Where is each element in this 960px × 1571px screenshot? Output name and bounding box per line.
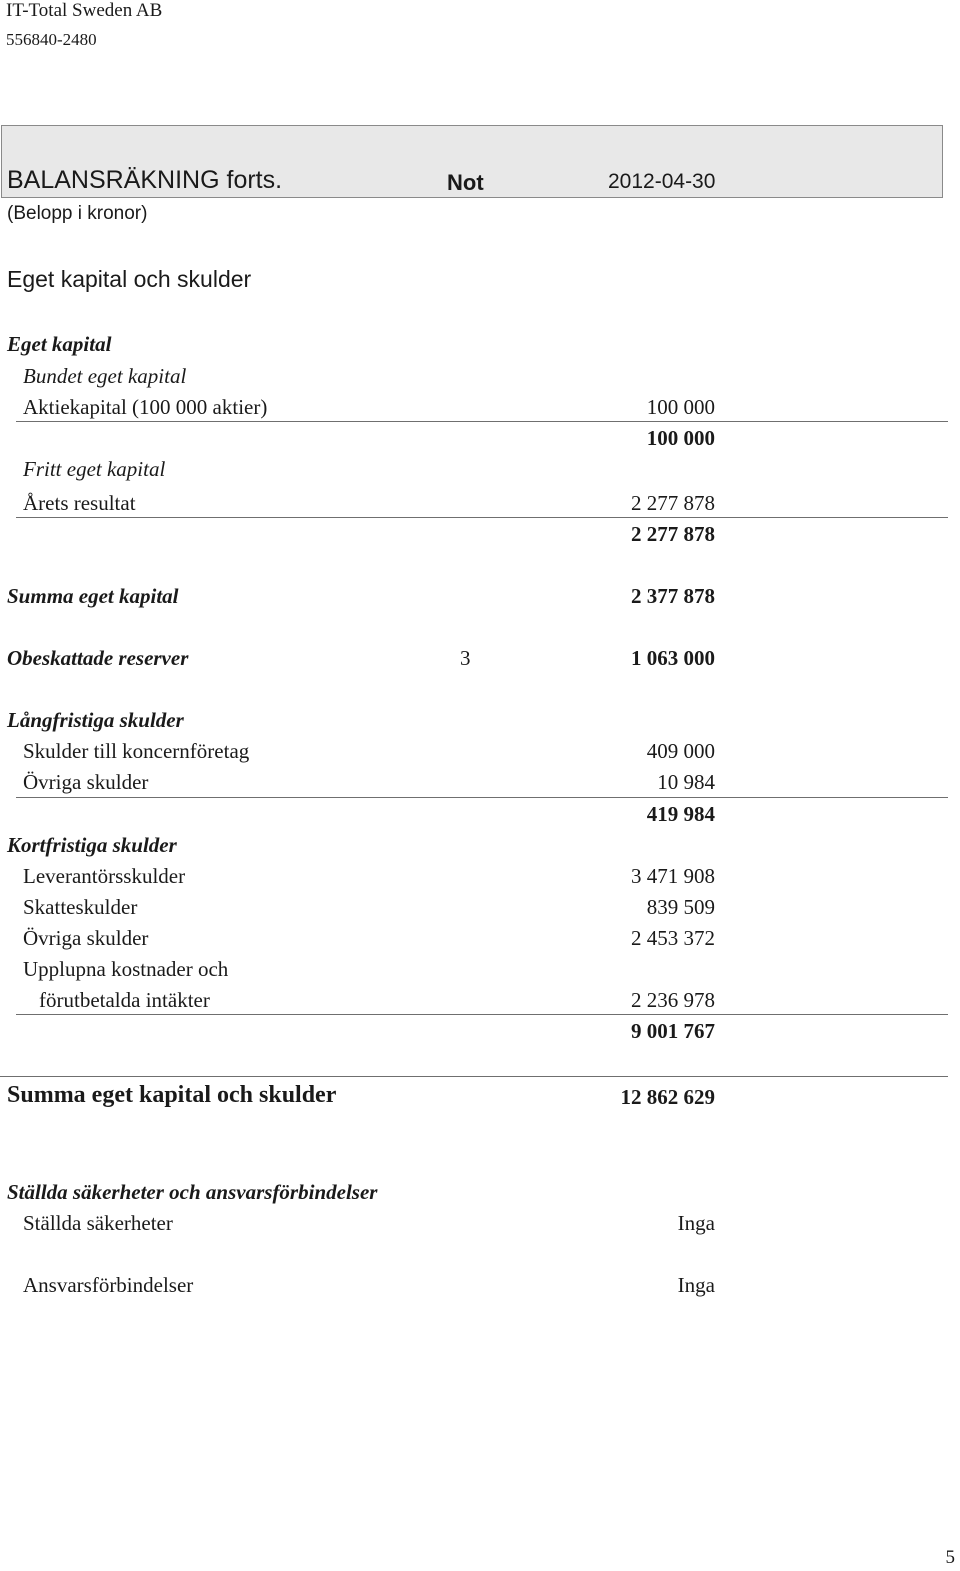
- untaxed-reserves-label: Obeskattade reserver: [7, 646, 189, 670]
- subtotal-rule: [16, 517, 948, 518]
- long-term-total: 419 984: [646, 802, 715, 826]
- untaxed-reserves-note: 3: [460, 646, 471, 670]
- note-column-header: Not: [447, 170, 484, 195]
- grand-total-label: Summa eget kapital och skulder: [7, 1082, 337, 1108]
- date-column-header: 2012-04-30: [608, 170, 716, 193]
- short-term-item-label: Övriga skulder: [23, 926, 149, 950]
- long-term-liabilities-heading: Långfristiga skulder: [7, 708, 184, 732]
- grand-total-value: 12 862 629: [620, 1085, 715, 1109]
- short-term-liabilities-heading: Kortfristiga skulder: [7, 833, 177, 857]
- free-equity-heading: Fritt eget kapital: [23, 457, 166, 481]
- long-term-item-label: Skulder till koncernföretag: [23, 739, 250, 763]
- org-number: 556840-2480: [6, 30, 97, 49]
- equity-heading: Eget kapital: [7, 332, 112, 356]
- subtotal-rule: [16, 797, 948, 798]
- short-term-item-label: Skatteskulder: [23, 895, 138, 919]
- accrued-label-line2: förutbetalda intäkter: [39, 988, 210, 1012]
- untaxed-reserves-value: 1 063 000: [631, 646, 715, 670]
- short-term-item-value: 3 471 908: [631, 864, 715, 888]
- restricted-equity-heading: Bundet eget kapital: [23, 364, 187, 388]
- amount-unit-note: (Belopp i kronor): [7, 203, 148, 224]
- restricted-equity-total: 100 000: [646, 426, 715, 450]
- company-name: IT-Total Sweden AB: [6, 0, 163, 21]
- share-capital-value: 100 000: [646, 395, 715, 419]
- total-equity-label: Summa eget kapital: [7, 584, 179, 608]
- long-term-item-label: Övriga skulder: [23, 770, 149, 794]
- contingent-item-label: Ansvarsförbindelser: [23, 1273, 194, 1297]
- pledged-heading: Ställda säkerheter och ansvarsförbindelser: [7, 1180, 378, 1204]
- subtotal-rule: [16, 421, 948, 422]
- contingent-item-value: Inga: [677, 1273, 715, 1297]
- accrued-value: 2 236 978: [631, 988, 715, 1012]
- subtotal-rule: [16, 1014, 948, 1015]
- short-term-item-value: 2 453 372: [631, 926, 715, 950]
- annual-result-label: Årets resultat: [23, 491, 136, 515]
- short-term-item-value: 839 509: [646, 895, 715, 919]
- pledged-item-label: Ställda säkerheter: [23, 1211, 173, 1235]
- total-equity-value: 2 377 878: [631, 584, 715, 608]
- section-title: Eget kapital och skulder: [7, 266, 252, 292]
- accrued-label-line1: Upplupna kostnader och: [23, 957, 229, 981]
- free-equity-total: 2 277 878: [631, 522, 715, 546]
- share-capital-label: Aktiekapital (100 000 aktier): [23, 395, 268, 419]
- pledged-item-value: Inga: [677, 1211, 715, 1235]
- grand-total-rule: [0, 1076, 948, 1077]
- annual-result-value: 2 277 878: [631, 491, 715, 515]
- long-term-item-value: 409 000: [646, 739, 715, 763]
- page-number: 5: [945, 1547, 955, 1568]
- page-title: BALANSRÄKNING forts.: [7, 166, 283, 194]
- short-term-item-label: Leverantörsskulder: [23, 864, 186, 888]
- short-term-total: 9 001 767: [631, 1019, 715, 1043]
- long-term-item-value: 10 984: [657, 770, 715, 794]
